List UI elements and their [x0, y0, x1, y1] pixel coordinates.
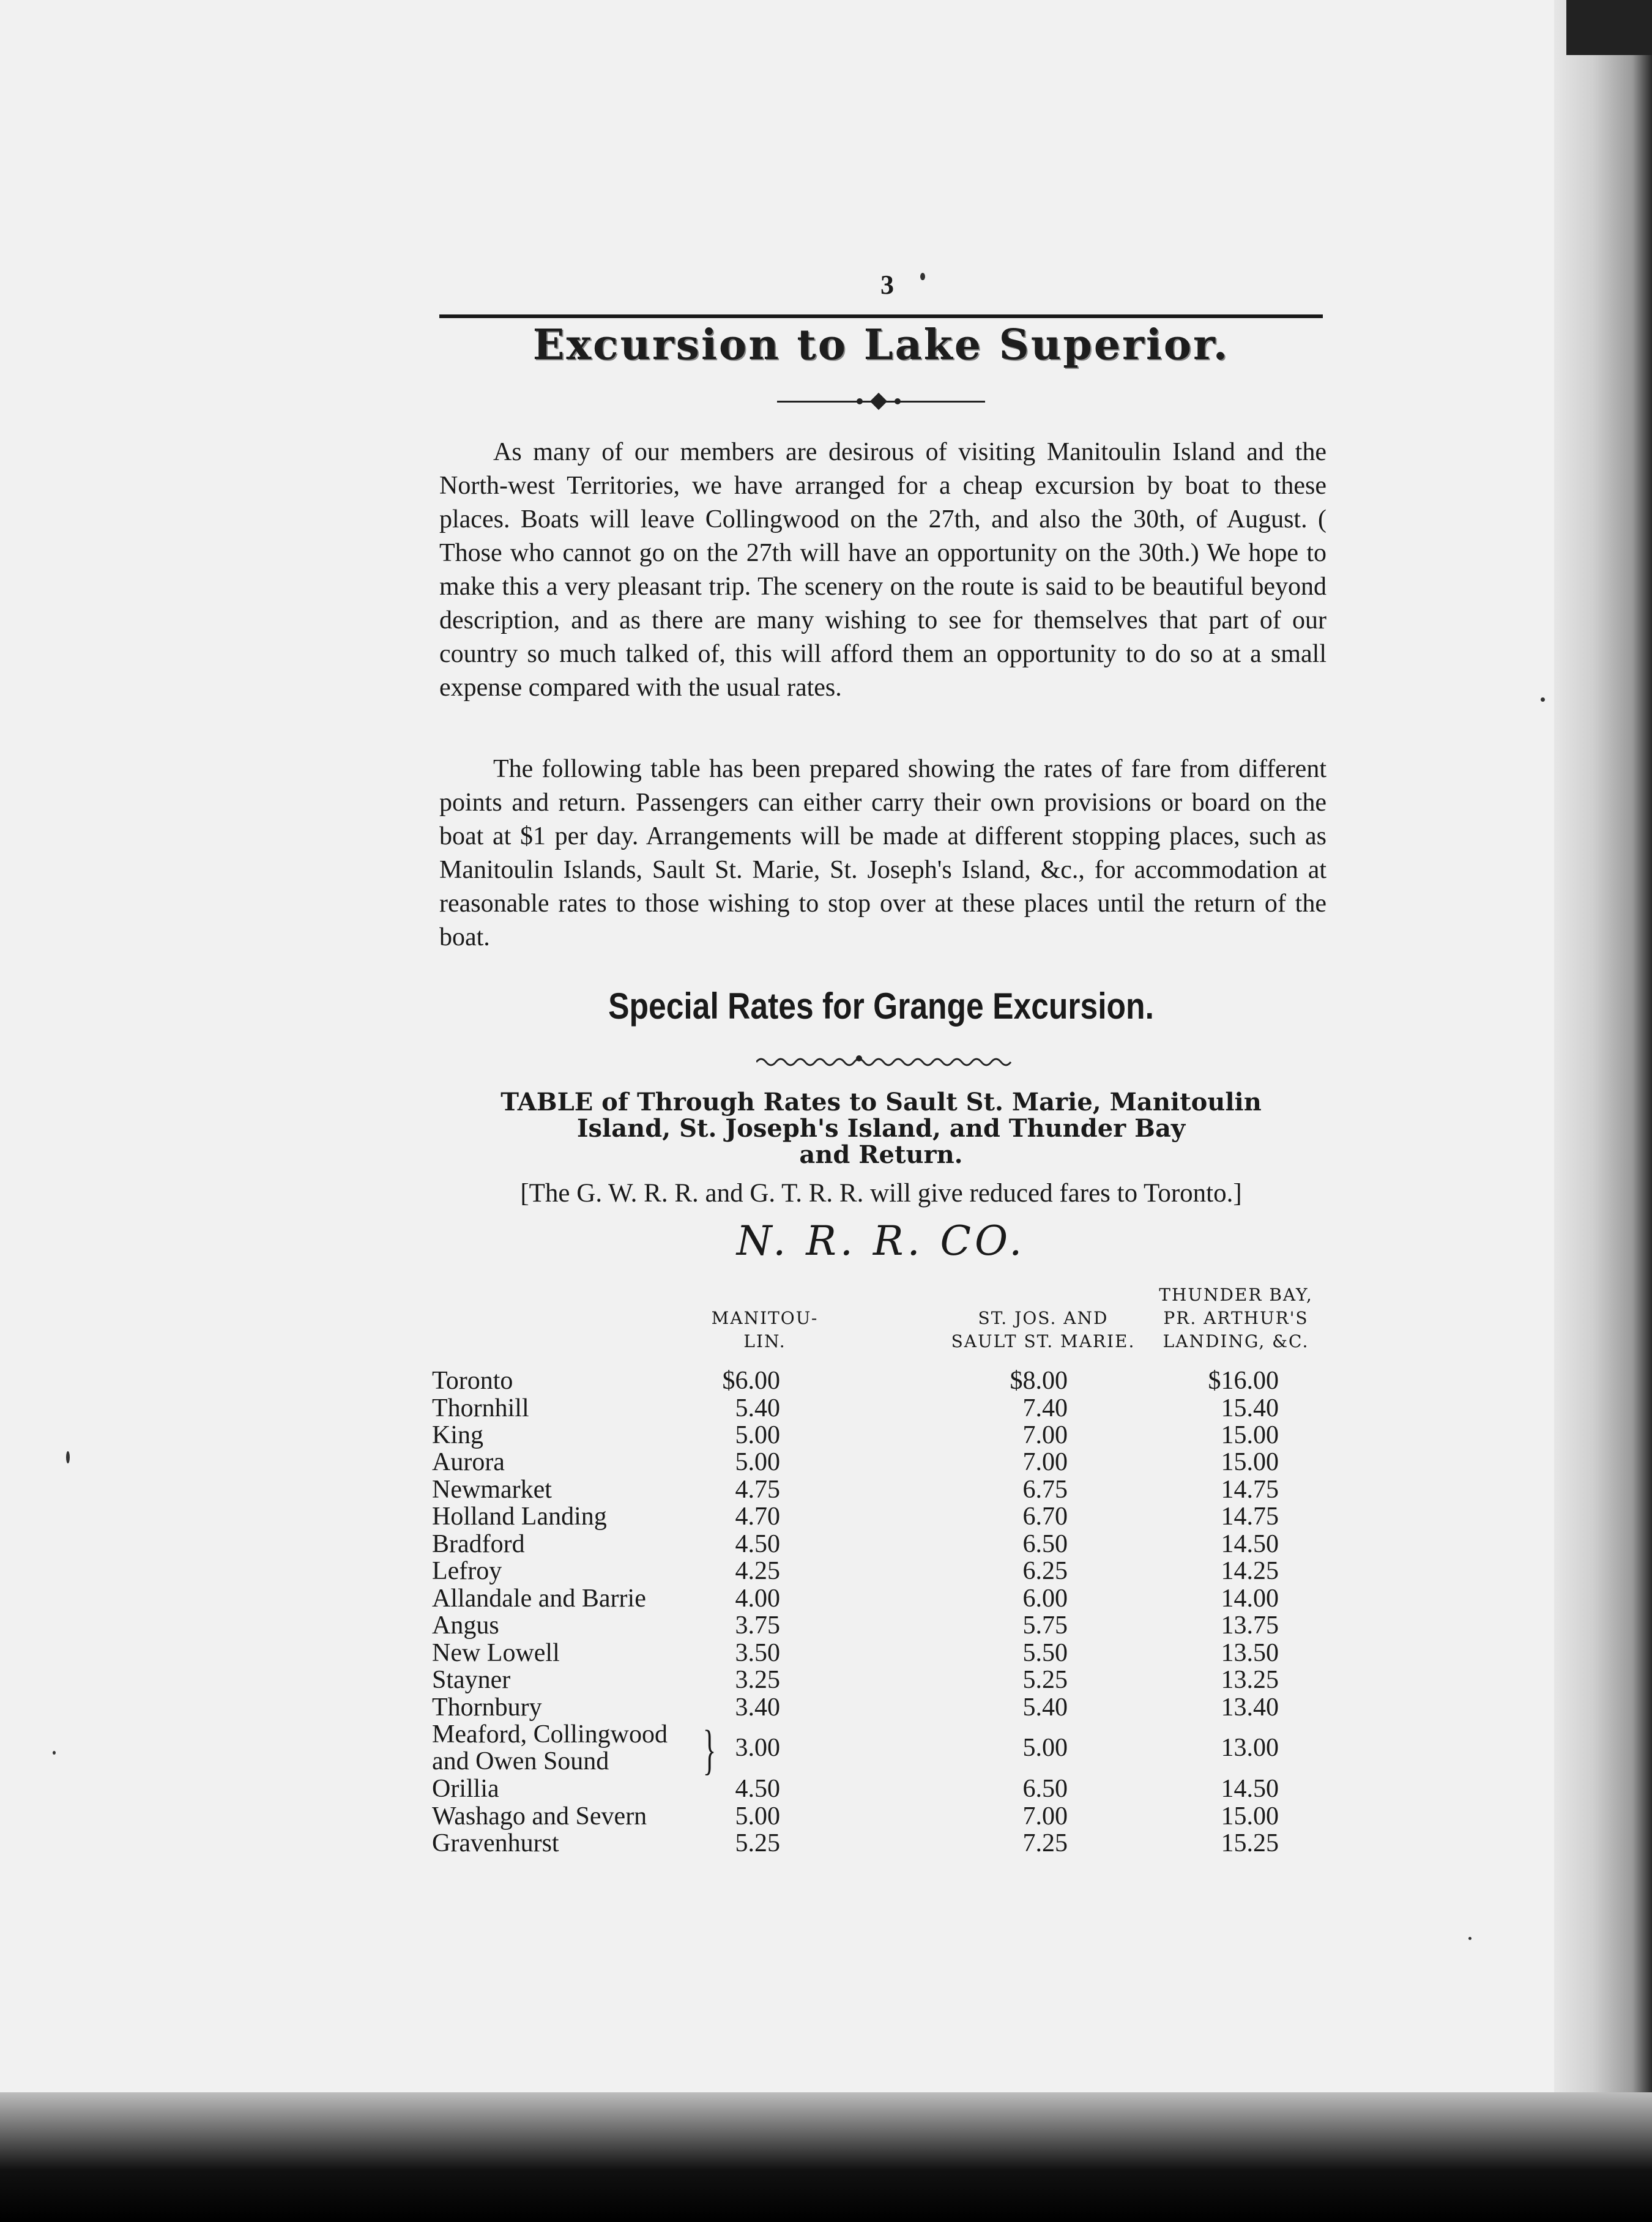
scan-speck: [66, 1451, 70, 1463]
column-header-manitoulin: [710, 1307, 820, 1353]
special-rates-heading: Special Rates for Grange Excursion.: [608, 986, 1154, 1027]
scan-speck: [1468, 1937, 1472, 1940]
table-heading-line: and Return.: [799, 1140, 963, 1169]
table-heading: [439, 1089, 1323, 1168]
fare-st-jos: 7.00: [1022, 1448, 1068, 1476]
fare-thunder-bay: 15.00: [1221, 1421, 1279, 1449]
fare-st-jos: 6.00: [1022, 1585, 1068, 1613]
table-row: [428, 1720, 1346, 1775]
table-heading-line: Island, St. Joseph's Island, and Thunder Bay: [576, 1114, 1186, 1143]
scan-speck: [920, 273, 925, 280]
fare-thunder-bay: 13.00: [1221, 1734, 1279, 1762]
page-title: Excursion to Lake Superior.: [532, 321, 1230, 370]
place-name: Thornbury: [432, 1693, 542, 1722]
fare-manitoulin: 4.75: [735, 1476, 780, 1504]
place-name: Meaford, Collingwood: [432, 1720, 668, 1748]
table-row: [428, 1693, 1346, 1720]
fare-st-jos: 7.25: [1022, 1829, 1068, 1857]
column-header-line: LANDING, &C.: [1163, 1331, 1309, 1351]
fare-thunder-bay: 14.75: [1221, 1476, 1279, 1504]
fare-st-jos: 5.50: [1022, 1639, 1068, 1667]
table-row: [428, 1556, 1346, 1584]
place-name: Holland Landing: [432, 1503, 607, 1531]
fare-st-jos: 5.00: [1022, 1734, 1068, 1762]
fare-thunder-bay: 14.75: [1221, 1503, 1279, 1531]
place-name: Washago and Severn: [432, 1802, 647, 1830]
header-rule: [439, 314, 1323, 318]
table-row: [428, 1584, 1346, 1611]
table-row: [428, 1665, 1346, 1693]
table-row: [428, 1802, 1346, 1829]
fare-thunder-bay: 15.25: [1221, 1829, 1279, 1857]
fare-st-jos: 6.70: [1022, 1503, 1068, 1531]
fare-manitoulin: 5.00: [735, 1421, 780, 1449]
scan-shadow: [1566, 0, 1652, 55]
fare-st-jos: 7.00: [1022, 1421, 1068, 1449]
fare-thunder-bay: 14.00: [1221, 1585, 1279, 1613]
fare-manitoulin: 3.25: [735, 1666, 780, 1694]
table-row: [428, 1611, 1346, 1638]
column-header-line: SAULT ST. MARIE.: [951, 1331, 1136, 1351]
fare-thunder-bay: 14.50: [1221, 1530, 1279, 1558]
column-header-thunder-bay: [1138, 1284, 1334, 1353]
place-name: Gravenhurst: [432, 1829, 559, 1857]
fare-thunder-bay: 15.00: [1221, 1802, 1279, 1830]
fare-manitoulin: 3.50: [735, 1639, 780, 1667]
fare-st-jos: 6.50: [1022, 1530, 1068, 1558]
intro-paragraph: As many of our members are desirous of visiting Manitoulin Island and the North-west Territories, we have arranged for a cheap excursion by boat to these places. Boats will leave Collingwood on the 27th, and also the 30th, of August. ( Those who cannot go on the 27th will have an opportunity on the 30th.) We hope to make this a very pleasant trip. The scenery on the route is said to be beautiful beyond description, and as there are many wishing to see for themselves that part of our country so much talked of, this will afford them an opportunity to do so at a small expense compared with the usual rates.: [439, 438, 1326, 702]
fare-thunder-bay: 13.75: [1221, 1611, 1279, 1640]
fare-manitoulin: 4.50: [735, 1775, 780, 1803]
fare-st-jos: 6.25: [1022, 1557, 1068, 1585]
table-row: [428, 1638, 1346, 1666]
fare-manitoulin: 3.40: [735, 1693, 780, 1722]
table-row: [428, 1366, 1346, 1394]
table-row: [428, 1529, 1346, 1557]
fare-thunder-bay: 14.50: [1221, 1775, 1279, 1803]
fare-manitoulin: 5.40: [735, 1394, 780, 1422]
place-name: Bradford: [432, 1530, 525, 1558]
wavy-divider: [756, 1051, 1013, 1069]
place-name: King: [432, 1421, 483, 1449]
rates-paragraph: The following table has been prepared showing the rates of fare from different points and return. Passengers can either carry their own provisions or board on the boat at $1 per day. Arrangements will be made at different stopping places, such as Manitoulin Islands, Sault St. Marie, St. Joseph's Island, &c., for accommodation at reasonable rates to those wishing to stop over at these places until the return of the boat.: [439, 755, 1326, 951]
fare-st-jos: 7.40: [1022, 1394, 1068, 1422]
place-name: New Lowell: [432, 1639, 560, 1667]
fare-thunder-bay: 14.25: [1221, 1557, 1279, 1585]
fare-manitoulin: 4.00: [735, 1585, 780, 1613]
fare-st-jos: 6.75: [1022, 1476, 1068, 1504]
fare-manitoulin: 4.70: [735, 1503, 780, 1531]
scan-speck: [1541, 697, 1545, 702]
company-name: N. R. R. CO.: [736, 1217, 1026, 1265]
page-number: 3: [880, 270, 894, 300]
fare-manitoulin: 3.00: [735, 1734, 780, 1762]
fare-st-jos: 7.00: [1022, 1802, 1068, 1830]
table-row: [428, 1829, 1346, 1856]
place-name: Allandale and Barrie: [432, 1585, 646, 1613]
place-name: Newmarket: [432, 1476, 552, 1504]
place-name: Lefroy: [432, 1557, 502, 1585]
table-row: [428, 1502, 1346, 1529]
scan-page-edge: [1554, 0, 1652, 2222]
fare-manitoulin: 4.50: [735, 1530, 780, 1558]
brace-glyph: }: [702, 1720, 716, 1780]
fare-st-jos: 6.50: [1022, 1775, 1068, 1803]
fare-st-jos: 5.75: [1022, 1611, 1068, 1640]
fare-note: [The G. W. R. R. and G. T. R. R. will give reduced fares to Toronto.]: [520, 1179, 1242, 1208]
place-name: Aurora: [432, 1448, 505, 1476]
fare-thunder-bay: $16.00: [1208, 1367, 1279, 1395]
place-name: Stayner: [432, 1666, 511, 1694]
fare-manitoulin: 5.00: [735, 1802, 780, 1830]
fare-st-jos: $8.00: [1010, 1367, 1068, 1395]
fare-thunder-bay: 13.25: [1221, 1666, 1279, 1694]
table-heading-line: TABLE of Through Rates to Sault St. Marie, Manitoulin: [500, 1088, 1262, 1117]
scan-bottom-border: [0, 2092, 1652, 2222]
column-header-line: LIN.: [743, 1331, 786, 1351]
fare-st-jos: 5.25: [1022, 1666, 1068, 1694]
place-name: Orillia: [432, 1775, 499, 1803]
fare-st-jos: 5.40: [1022, 1693, 1068, 1722]
fare-thunder-bay: 15.00: [1221, 1448, 1279, 1476]
fare-thunder-bay: 13.50: [1221, 1639, 1279, 1667]
column-header-line: PR. ARTHUR'S: [1163, 1308, 1309, 1328]
table-row: [428, 1475, 1346, 1503]
fare-manitoulin: 5.00: [735, 1448, 780, 1476]
place-name-continued: and Owen Sound: [432, 1747, 609, 1775]
scan-speck: [53, 1751, 56, 1755]
place-name: Angus: [432, 1611, 499, 1640]
fare-manitoulin: 5.25: [735, 1829, 780, 1857]
fare-thunder-bay: 15.40: [1221, 1394, 1279, 1422]
table-row: [428, 1394, 1346, 1421]
table-row: [428, 1421, 1346, 1448]
place-name: Toronto: [432, 1367, 513, 1395]
fare-manitoulin: $6.00: [722, 1367, 780, 1395]
fare-manitoulin: 4.25: [735, 1557, 780, 1585]
fare-manitoulin: 3.75: [735, 1611, 780, 1640]
column-header-line: MANITOU-: [711, 1308, 819, 1328]
fare-thunder-bay: 13.40: [1221, 1693, 1279, 1722]
table-row: [428, 1447, 1346, 1475]
column-header-line: ST. JOS. AND: [978, 1308, 1109, 1328]
column-header-line: THUNDER BAY,: [1159, 1285, 1313, 1305]
column-header-st-jos: [942, 1307, 1144, 1353]
table-row: [428, 1774, 1346, 1802]
place-name: Thornhill: [432, 1394, 529, 1422]
